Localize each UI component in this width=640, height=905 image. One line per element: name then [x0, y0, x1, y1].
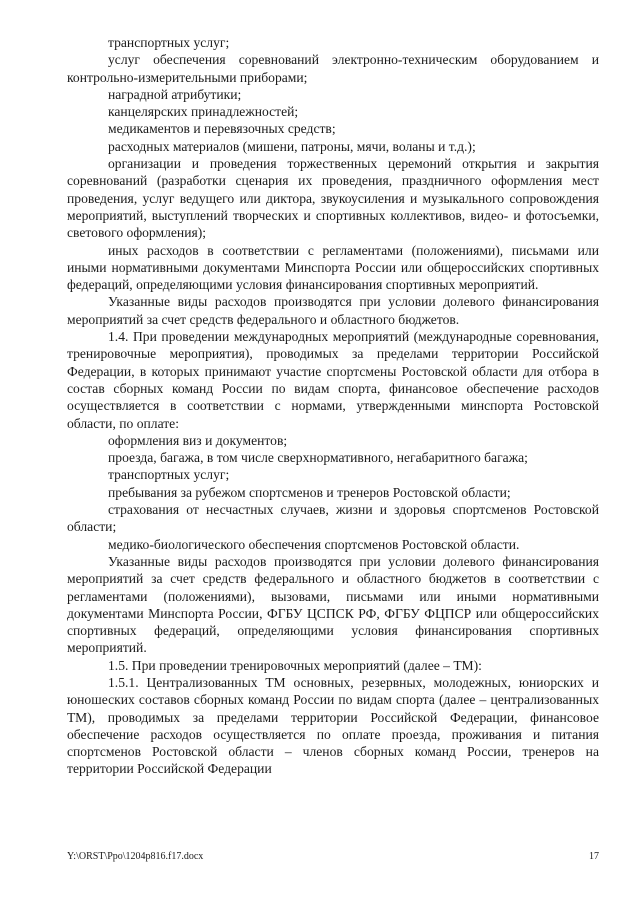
paragraph: Указанные виды расходов производятся при условии долевого финансирования мероприятий за счет средств федерального и областного бюджетов.	[67, 294, 599, 327]
section-1-4: 1.4. При проведении международных мероприятий (международные соревнования, тренировочные мероприятия), проводимых за пределами территории Российской Федерации, в которых принимают участие спортсмены Ростовской области для отбора в состав сборных команд России по видам спорта, финансовое обеспечение расходов осуществляется в соответствии с нормами, утвержденными минспорта Ростовской области, по оплате:	[67, 329, 599, 431]
paragraph: иных расходов в соответствии с регламентами (положениями), письмами или иными нормативными документами Минспорта России или общероссийских спортивных федераций, определяющими условия финансирования спортивных мероприятий.	[67, 242, 599, 293]
paragraph: наградной атрибутики;	[108, 86, 242, 102]
paragraph: услуг обеспечения соревнований электронно-техническим оборудованием и контрольно-измерительными приборами;	[67, 52, 599, 85]
paragraph: транспортных услуг;	[108, 35, 230, 50]
paragraph: канцелярских принадлежностей;	[108, 104, 299, 120]
paragraph: Указанные виды расходов производятся при условии долевого финансирования мероприятий за счет средств федерального и областного бюджетов в соответствии с регламентами (положениями), вызовами, письмами или иными нормативными документами Минспорта России, ФГБУ ЦСПСК РФ, ФГБУ ФЦПСР или общероссийских спортивных федераций, определяющими условия финансирования спортивных мероприятий.	[67, 553, 599, 656]
paragraph: медикаментов и перевязочных средств;	[108, 121, 336, 137]
paragraph: оформления виз и документов;	[108, 432, 288, 448]
section-1-5-1: 1.5.1. Централизованных ТМ основных, резервных, молодежных, юниорских и юношеских составов сборных команд России по видам спорта (далее – централизованных ТМ), проводимых за пределами территории Российской Федерации, финансовое обеспечение расходов осуществляется по оплате проезда, проживания и питания спортсменов Ростовской области – членов сборных команд России, тренеров на территории Российской Федерации	[67, 674, 599, 777]
document-body	[67, 34, 599, 778]
paragraph: транспортных услуг;	[108, 467, 230, 483]
file-path: Y:\ORST\Ppo\1204p816.f17.docx	[67, 851, 204, 862]
paragraph: пребывания за рубежом спортсменов и тренеров Ростовской области;	[108, 484, 511, 500]
paragraph: страхования от несчастных случаев, жизни и здоровья спортсменов Ростовской области;	[67, 502, 599, 535]
paragraph: медико-биологического обеспечения спортсменов Ростовской области.	[108, 536, 520, 552]
page-number: 17	[589, 851, 599, 862]
paragraph: расходных материалов (мишени, патроны, мячи, воланы и т.д.);	[108, 138, 476, 154]
section-1-5: 1.5. При проведении тренировочных мероприятий (далее – ТМ):	[108, 657, 482, 673]
paragraph: организации и проведения торжественных церемоний открытия и закрытия соревнований (разработки сценария их проведения, праздничного оформления мест проведения, услуг ведущего или диктора, звукоусиления и музыкального сопровождения мероприятий, выступлений творческих и спортивных коллективов, видео- и фотосъемки, светового оформления);	[67, 156, 599, 241]
paragraph: проезда, багажа, в том числе сверхнормативного, негабаритного багажа;	[108, 450, 528, 466]
